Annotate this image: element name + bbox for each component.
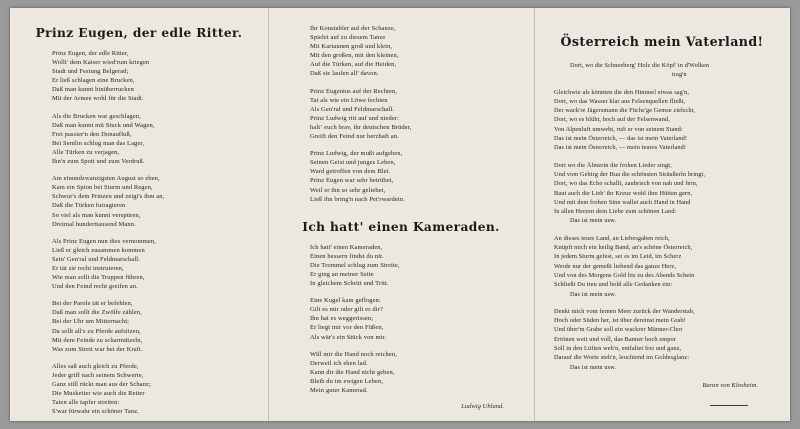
author-signature-uhland: Ludwig Uhland.	[461, 403, 504, 411]
verse-line: Daß man kunnt mit Stuck und Wagen,	[52, 121, 155, 129]
verse-line: Der wack're Jägersmann die Füchs'ge Gemse zielscht,	[554, 107, 696, 115]
verse-line: Dreimal hunderttausend Mann.	[52, 220, 136, 228]
column-middle	[268, 8, 534, 421]
stanza	[24, 362, 254, 417]
verse-line: Auf die Türken, auf die Heiden,	[310, 61, 397, 69]
stanza	[548, 307, 776, 372]
verse-line: Dort, wo das Echo schallt, zaubrisch von nah und fern,	[554, 180, 698, 188]
verse-line: Denkt mich vom fernen Meer zurück der Wanderstab,	[554, 307, 695, 315]
verse-line: Als Prinz Eugen nun dies vernommen,	[52, 237, 156, 245]
verse-line: Und vom Gebirg der Bua die schönsten Sträußerln bringt,	[554, 170, 706, 178]
verse-line: Am einundzwanzigsten August so eben,	[52, 175, 160, 183]
verse-line: Gilt es mir oder gilt es dir?	[310, 306, 383, 314]
verse-line: Bei der Uhr um Mitternacht;	[52, 318, 130, 326]
verse-line: Was zum Streit war bei der Kraft.	[52, 345, 143, 353]
verse-line: Darauf die Worte steh'n, leuchtend im Goldesglanz:	[554, 354, 690, 362]
verse-line: Prinz Eugen, der edle Ritter,	[52, 50, 129, 57]
stanza	[548, 161, 776, 226]
decorative-rule	[710, 405, 748, 406]
verse-line: Alles saß auch gleich zu Pferde,	[52, 362, 139, 370]
verse-line: Ertönen weit und voll, das Banner hoch empor	[554, 335, 676, 343]
verse-line: Sein' Gen'ral und Feldmarschall.	[52, 255, 140, 263]
verse-line: Als Gen'ral und Feldmarschall.	[310, 105, 394, 113]
verse-line: Seinen Geist und junges Leben,	[310, 159, 396, 167]
song-title-oesterreich-mein-vaterland: Österreich mein Vaterland!	[560, 34, 764, 49]
stanza	[282, 87, 520, 142]
verse-line: Ganz still rückt man aus der Schanz;	[52, 381, 151, 388]
stanza	[548, 88, 776, 153]
stanza	[548, 234, 776, 299]
song-title-prinz-eugen: Prinz Eugen, der edle Ritter.	[35, 26, 243, 40]
song-card-sheet	[10, 8, 790, 421]
verse-line: Das ist mein Österreich, — das ist mein Vaterland!	[554, 135, 688, 143]
column-left	[10, 8, 268, 421]
stanza	[282, 149, 520, 204]
stanza	[24, 112, 254, 167]
verse-line: Kam ein Spion bei Sturm und Regen,	[52, 184, 153, 192]
song-title-ich-hatt-einen-kameraden: Ich hatt' einen Kameraden.	[302, 219, 500, 234]
verse-line: Die Musketier wie auch die Reiter	[52, 390, 145, 398]
verse-line: haltʼ euch brav, ihr deutschen Brüder,	[310, 123, 412, 131]
verse-line: Er tät sie recht instruieren,	[52, 264, 124, 272]
verse-line: Wie man sollt die Truppen führen,	[52, 274, 145, 282]
verse-line: Bei Semlin schlug man das Lager,	[52, 139, 145, 147]
verse-line: Prinz Eugen war sehr betrübet,	[310, 177, 394, 185]
verse-line: Das ist mein usw.	[570, 290, 617, 298]
stanza	[282, 24, 520, 79]
verse-line: Greift den Feind nur herzhaft an.	[310, 133, 399, 141]
verse-line: Und über'm Grabe soll ein wackrer Männer-Chor	[554, 326, 683, 334]
verse-line: Und mit dem frohen Sinn wallet auch Hand in Hand	[554, 198, 691, 206]
verse-line: In gleichem Schritt und Tritt.	[310, 280, 389, 288]
verse-line: Einen bessern findst du nit.	[310, 252, 384, 260]
stanza	[282, 296, 520, 341]
column-right	[534, 8, 790, 421]
verse-line: Bleib du im ewigen Leben,	[310, 377, 384, 385]
verse-line: In allen Herzen dein Liebe zum schönen Land:	[554, 208, 677, 216]
verse-line: Das ist mein Österreich, — mein teures Vaterland!	[554, 144, 687, 152]
verse-line: Will mir die Hand noch reichen,	[310, 350, 397, 358]
verse-line: Baut auch die Lieb' ihr Kreuz wohl ihre Hütten gern,	[554, 189, 693, 197]
verse-line: Dort, wo die Schneeberg' Holz die Köpf' in d'Wolken	[570, 62, 710, 69]
verse-line: Tat als wie ein Löwe fechten	[310, 96, 388, 104]
author-signature-klosheim: Baron von Klosheim.	[702, 381, 758, 389]
verse-line: Ich hatt' einen Kameraden,	[310, 243, 383, 251]
verse-line: Weil er ihn so sehr geliebet,	[310, 186, 386, 194]
verse-line: Daß sie laufen all' davon.	[310, 70, 379, 78]
verse-line: Da sollt all's zu Pferde aufsitzen,	[52, 327, 141, 335]
verse-line: Daß man kunnt hinüberrucken	[52, 86, 134, 94]
verse-line: Mit dem Feinde zu scharmützeln,	[52, 336, 143, 344]
verse-line: Und den Feind recht greifen an.	[52, 283, 138, 291]
verse-line: Er ging an meiner Seite	[310, 270, 374, 278]
verse-line: Er ließ schlagen eine Brucken,	[52, 77, 135, 85]
verse-line: Gleichwie als könnten die den Himmel etwas sag'n,	[554, 88, 690, 96]
verse-line: Von Alpenluft umweht, ruft er von seinem Stand:	[554, 125, 683, 133]
stanza	[548, 61, 776, 80]
verse-line: Dort wo die Älmerin die frohen Lieder singt,	[554, 161, 672, 169]
verse-line: Als wär's ein Stück von mir.	[310, 333, 387, 341]
verse-line: S'war fürwahr ein schöner Tanz.	[52, 408, 139, 416]
verse-line: Prinz Ludwig, der mußt aufgeben,	[310, 150, 403, 158]
verse-line: Jeder griff nach seinem Schwerte,	[52, 371, 144, 379]
verse-line: Ließ ihn bring'n nach Pet'rwardein.	[310, 195, 405, 203]
verse-line: Das ist mein usw.	[570, 217, 617, 225]
verse-line: Ihn hat es weggerissen;	[310, 315, 374, 323]
verse-line: Daß man sollt die Zwölfe zählen,	[52, 309, 142, 317]
verse-line: trag'n	[672, 71, 687, 79]
verse-line: Und von des Morgens Gold bis zu des Abends Schein	[554, 271, 695, 279]
verse-line: Spielet auf zu diesem Tanze	[310, 34, 386, 42]
verse-line: Als die Brucken war geschlagen,	[52, 112, 141, 120]
stanza	[282, 243, 520, 288]
verse-line: Mit der Armee wohl für die Stadt.	[52, 95, 144, 103]
verse-line: Hoch oder Süden her, ist über dereinst mein Grab!	[554, 317, 686, 325]
verse-line: Alle Türken zu verjagen,	[52, 148, 120, 156]
verse-line: Mit den großen, mit den kleinen,	[310, 52, 399, 60]
verse-line: Soll in den Lüften weh'n, entfaltet frei und ganz,	[554, 345, 682, 353]
verse-line: Knüpft mich ein heilig Band, an's schöne Österreich,	[554, 244, 693, 252]
verse-line: Das ist mein usw.	[570, 363, 617, 371]
verse-line: Ward getroffen von dem Blei.	[310, 168, 391, 176]
verse-line: Wollt' dem Kaiser wied'rum kriegen	[52, 59, 150, 67]
verse-line: Mit Kartaunen groß und klein,	[310, 43, 393, 51]
verse-line: Schließt Du treu und hold alle Gedanken ein:	[554, 281, 673, 289]
verse-line: Eine Kugel kam geflogen:	[310, 297, 381, 305]
verse-line: Dort, wo das Wasser klar aus Felsenquellen fließt,	[554, 97, 686, 105]
verse-line: Prinz Eugenius auf der Rechten,	[310, 87, 398, 95]
verse-line: Er liegt mir vor den Füßen,	[310, 324, 384, 332]
verse-line: Werde nur der gemeßt liebend das ganze Herz,	[554, 262, 677, 270]
verse-line: Bei der Parole tät er befehlen,	[52, 300, 133, 308]
verse-line: In jedem Sturm gefest, sei es im Leid, im Scherz	[554, 253, 682, 261]
verse-line: Ließ er gleich zusammen kommen	[52, 246, 145, 254]
verse-line: Taten alle tapfer streiten:	[52, 399, 120, 407]
verse-line: Prinz Ludwig ritt auf und nieder:	[310, 114, 400, 122]
verse-line: An dieses teure Land, an Liebesgaben reich,	[554, 234, 670, 242]
verse-line: So viel als man kunnt verspüren,	[52, 211, 141, 219]
verse-line: Ihn'n zum Spott und zum Verdruß.	[52, 158, 145, 166]
verse-line: Kann dir die Hand nicht geben,	[310, 368, 395, 376]
verse-line: Daß die Türken futragieren	[52, 202, 126, 210]
verse-line: Stadt und Festung Belgerad;	[52, 68, 129, 76]
stanza	[24, 299, 254, 354]
verse-line: Die Trommel schlug zum Streite,	[310, 261, 400, 269]
verse-line: Mein guter Kamerad.	[310, 387, 368, 394]
stanza	[24, 174, 254, 229]
verse-line: Derweil ich eben lad.	[310, 359, 368, 367]
verse-line: Schwur's dem Prinzen und zeigt's ihm an,	[52, 193, 165, 201]
stanza	[282, 350, 520, 395]
stanza	[24, 237, 254, 292]
stanza	[24, 49, 254, 104]
verse-line: Dort, wo es blüht, hoch auf der Felsenwand,	[554, 116, 670, 124]
verse-line: Frei passier'n den Donaufluß,	[52, 130, 132, 138]
verse-line: Ihr Konstabler auf der Schanze,	[310, 25, 396, 32]
